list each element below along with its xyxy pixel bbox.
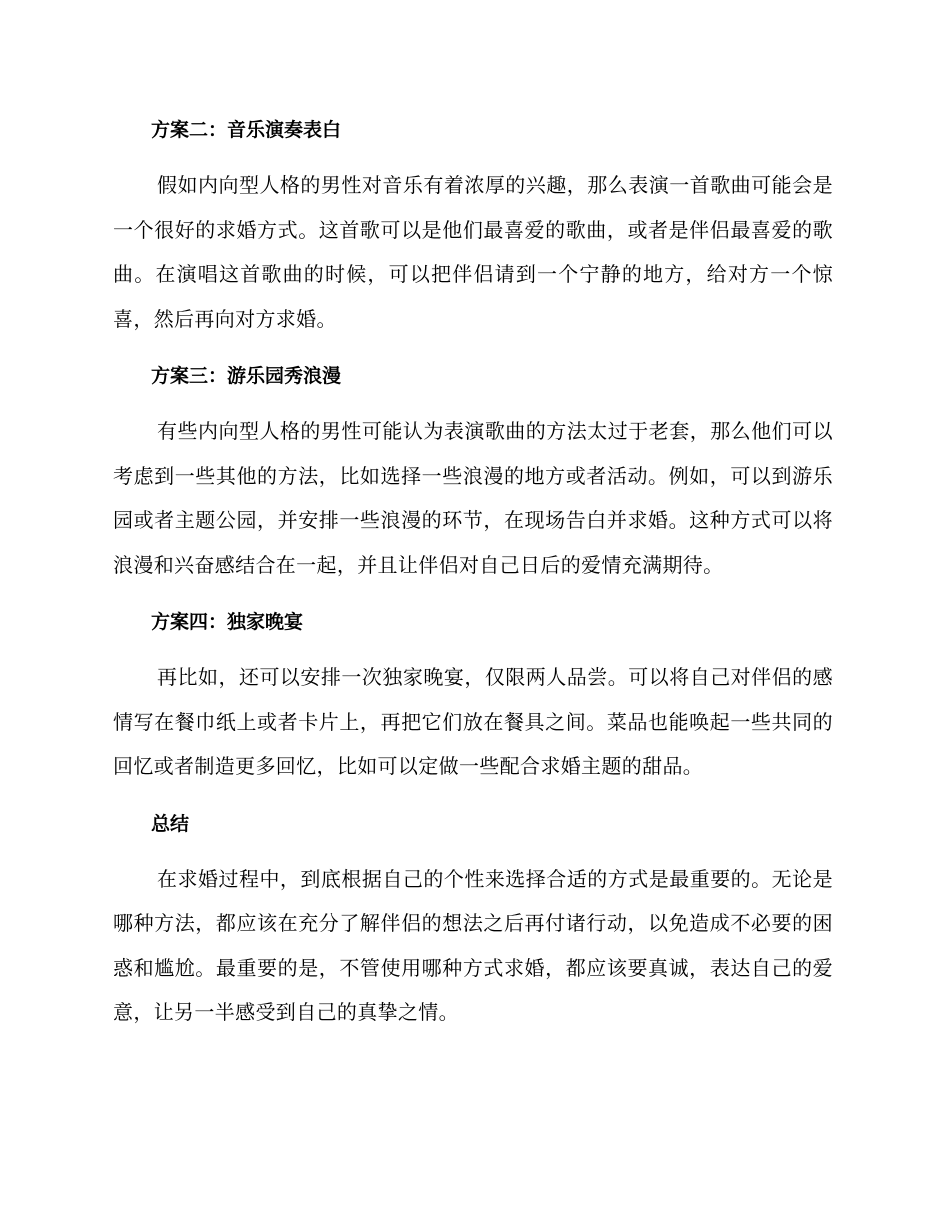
section-heading-plan-4: 方案四：独家晚宴 [151,611,304,633]
section-body-plan-2: 假如内向型人格的男性对音乐有着浓厚的兴趣，那么表演一首歌曲可能会是一个很好的求婚方式。这首歌可以是他们最喜爱的歌曲，或者是伴侣最喜爱的歌曲。在演唱这首歌曲的时候，可以把伴侣请到一个宁静的地方，给对方一个惊喜，然后再向对方求婚。 [113,173,833,331]
section-heading-plan-3: 方案三：游乐园秀浪漫 [151,365,342,387]
document-content [113,108,833,1048]
section-heading-plan-2: 方案二：音乐演奏表白 [151,119,342,141]
section-body-plan-3: 有些内向型人格的男性可能认为表演歌曲的方法太过于老套，那么他们可以考虑到一些其他的方法，比如选择一些浪漫的地方或者活动。例如，可以到游乐园或者主题公园，并安排一些浪漫的环节，在现场告白并求婚。这种方式可以将浪漫和兴奋感结合在一起，并且让伴侣对自己日后的爱情充满期待。 [113,419,833,577]
section-body-plan-4: 再比如，还可以安排一次独家晚宴，仅限两人品尝。可以将自己对伴侣的感情写在餐巾纸上或者卡片上，再把它们放在餐具之间。菜品也能唤起一些共同的回忆或者制造更多回忆，比如可以定做一些配合求婚主题的甜品。 [113,665,833,778]
section-body-summary: 在求婚过程中，到底根据自己的个性来选择合适的方式是最重要的。无论是哪种方法，都应该在充分了解伴侣的想法之后再付诸行动，以免造成不必要的困惑和尴尬。最重要的是，不管使用哪种方式求婚，都应该要真诚，表达自己的爱意，让另一半感受到自己的真挚之情。 [113,866,833,1024]
section-heading-summary: 总结 [151,812,190,835]
